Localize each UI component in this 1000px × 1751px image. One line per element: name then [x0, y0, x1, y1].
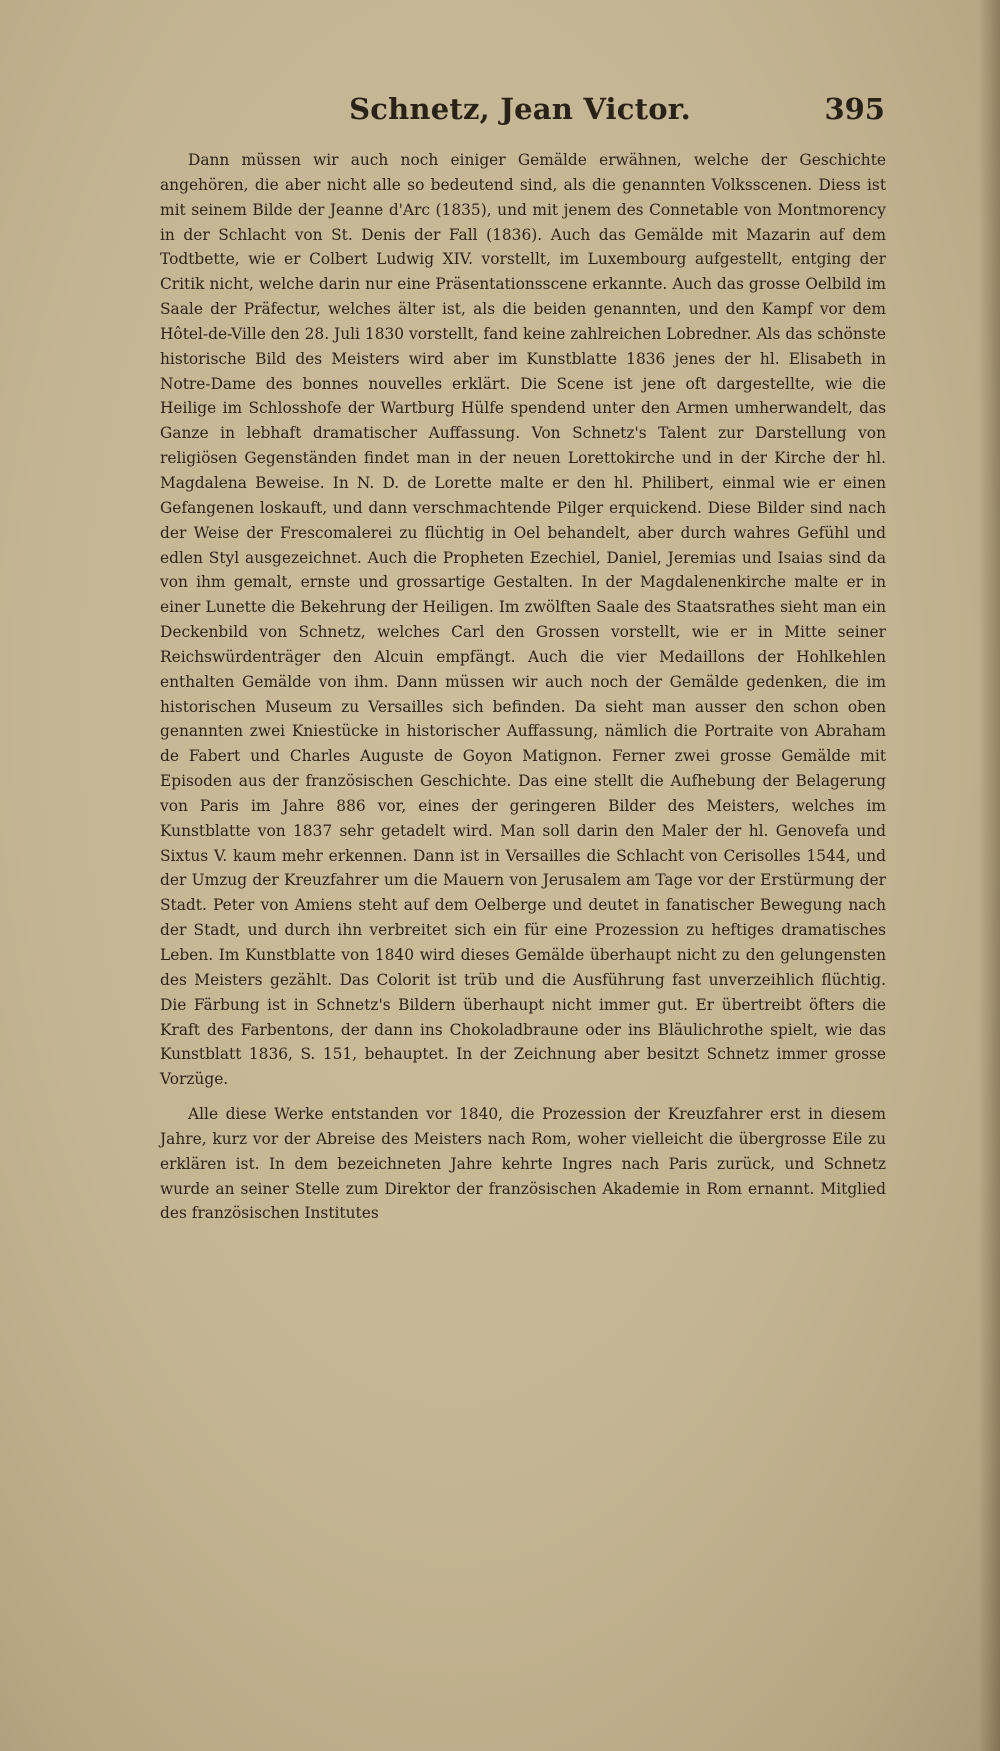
paragraph: Dann müssen wir auch noch einiger Gemälde erwähnen, welche der Geschichte angehören, die aber nicht alle so bedeutend sind, als die genannten Volksscenen. Diess ist mit seinem Bilde der Jeanne d'Arc (1835), und mit jenem des Connetable von Montmorency in der Schlacht von St. Denis der Fall (1836). Auch das Gemälde mit Mazarin auf dem Todtbette, wie er Colbert Ludwig XIV. vorstellt, im Luxembourg aufgestellt, entging der Critik nicht, welche darin nur eine Präsentationsscene erkannte. Auch das grosse Oelbild im Saale der Präfectur, welches älter ist, als die beiden genannten, und den Kampf vor dem Hôtel-de-Ville den 28. Juli 1830 vorstellt, fand keine zahlreichen Lobredner. Als das schönste historische Bild des Meisters wird aber im Kunstblatte 1836 jenes der hl. Elisabeth in Notre-Dame des bonnes nouvelles erklärt. Die Scene ist jene oft dargestellte, wie die Heilige im Schlosshofe der Wartburg Hülfe spendend unter den Armen umherwandelt, das Ganze in lebhaft dramatischer Auffassung. Von Schnetz's Talent zur Darstellung von religiösen Gegenständen findet man in der neuen Lorettokirche und in der Kirche der hl. Magdalena Beweise. In N. D. de Lorette malte er den hl. Philibert, einmal wie er einen Gefangenen loskauft, und dann verschmachtende Pilger erquickend. Diese Bilder sind nach der Weise der Frescomalerei zu flüchtig in Oel behandelt, aber durch wahres Gefühl und edlen Styl ausgezeichnet. Auch die Propheten Ezechiel, Daniel, Jeremias und Isaias sind da von ihm gemalt, ernste und grossartige Gestalten. In der Magdalenenkirche malte er in einer Lunette die Bekehrung der Heiligen. Im zwölften Saale des Staatsrathes sieht man ein Deckenbild von Schnetz, welches Carl den Grossen vorstellt, wie er in Mitte seiner Reichswürdenträger den Alcuin empfängt. Auch die vier Medaillons der Hohlkehlen enthalten Gemälde von ihm. Dann müssen wir auch noch der Gemälde gedenken, die im historischen Museum zu Versailles sich befinden. Da sieht man ausser den schon oben genannten zwei Kniestücke in historischer Auffassung, nämlich die Portraite von Abraham de Fabert und Charles Auguste de Goyon Matignon. Ferner zwei grosse Gemälde mit Episoden aus der französischen Geschichte. Das eine stellt die Aufhebung der Belagerung von Paris im Jahre 886 vor, eines der geringeren Bilder des Meisters, welches im Kunstblatte von 1837 sehr getadelt wird. Man soll darin den Maler der hl. Genovefa und Sixtus V. kaum mehr erkennen. Dann ist in Versailles die Schlacht von Cerisolles 1544, und der Umzug der Kreuzfahrer um die Mauern von Jerusalem am Tage vor der Erstürmung der Stadt. Peter von Amiens steht auf dem Oelberge und deutet in fanatischer Bewegung nach der Stadt, und durch ihn verbreitet sich ein für eine Prozession zu heftiges dramatisches Leben. Im Kunstblatte von 1840 wird dieses Gemälde überhaupt nicht zu den gelungensten des Meisters gezählt. Das Colorit ist trüb und die Ausführung fast unverzeihlich flüchtig. Die Färbung ist in Schnetz's Bildern überhaupt nicht immer gut. Er übertreibt öfters die Kraft des Farbentons, der dann ins Chokoladbraune oder ins Bläulichrothe spielt, wie das Kunstblatt 1836, S. 151, behauptet. In der Zeichnung aber besitzt Schnetz immer grosse Vorzüge. — [160, 151, 886, 1089]
paragraph: Alle diese Werke entstanden vor 1840, die Prozession der Kreuzfahrer erst in diesem Jahre, kurz vor der Abreise des Meisters nach Rom, woher vielleicht die übergrosse Eile zu erklären ist. In dem bezeichneten Jahre kehrte Ingres nach Paris zurück, und Schnetz wurde an seiner Stelle zum Direktor der französischen Akademie in Rom ernannt. Mitglied des französischen Institutes — [160, 1105, 886, 1223]
body-text — [160, 148, 886, 1226]
running-head — [155, 92, 885, 132]
running-title: Schnetz, Jean Victor. — [349, 92, 691, 126]
page-number: 395 — [824, 92, 885, 126]
